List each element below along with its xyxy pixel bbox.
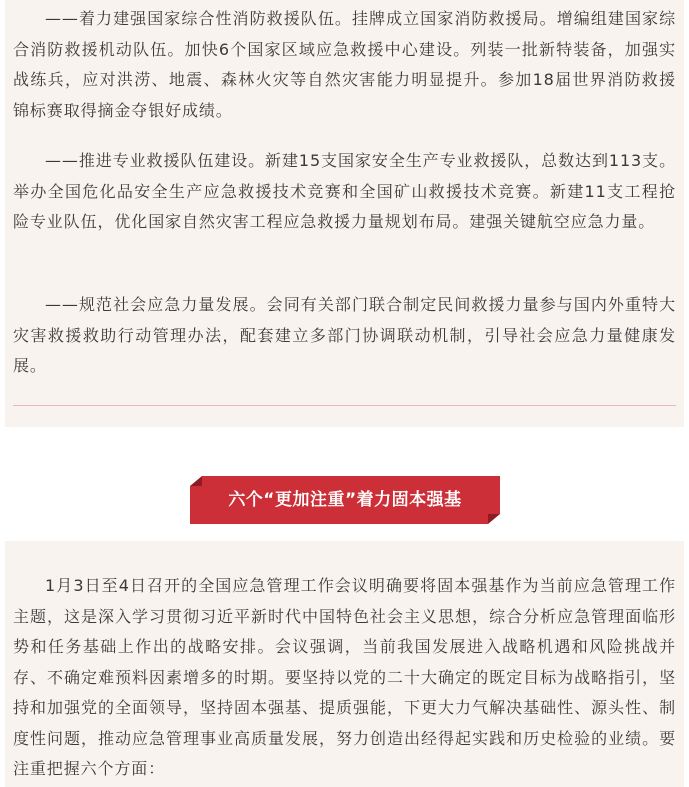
- section-banner: [0, 476, 689, 524]
- paragraph-social-emergency: ——规范社会应急力量发展。会同有关部门联合制定民间救援力量参与国内外重特大灾害救援救助行动管理办法，配套建立多部门协调联动机制，引导社会应急力量健康发展。: [13, 295, 676, 375]
- section-two-panel: [5, 541, 684, 787]
- paragraph-professional-rescue: ——推进专业救援队伍建设。新建15支国家安全生产专业救援队，总数达到113支。举办全国危化品安全生产应急救援技术竞赛和全国矿山救援技术竞赛。新建11支工程抢险专业队伍，优化国家自然灾害工程应急救援力量规划布局。建强关键航空应急力量。: [13, 151, 676, 231]
- paragraph-meeting-summary: 1月3日至4日召开的全国应急管理工作会议明确要将固本强基作为当前应急管理工作主题，这是深入学习贯彻习近平新时代中国特色社会主义思想，综合分析应急管理面临形势和任务基础上作出的战略安排。会议强调，当前我国发展进入战略机遇和风险挑战并存、不确定难预料因素增多的时期。要坚持以党的二十大确定的既定目标为战略指引，坚持和加强党的全面领导，坚持固本强基、提质强能，下更大力气解决基础性、源头性、制度性问题，推动应急管理事业高质量发展，努力创造出经得起实践和历史检验的业绩。要注重把握六个方面：: [13, 576, 676, 778]
- section-divider: [13, 405, 676, 406]
- paragraph-fire-rescue: ——着力建强国家综合性消防救援队伍。挂牌成立国家消防救援局。增编组建国家综合消防救援机动队伍。加快6个国家区域应急救援中心建设。列装一批新特装备，加强实战练兵，应对洪涝、地震、森林火灾等自然灾害能力明显提升。参加18届世界消防救援锦标赛取得摘金夺银好成绩。: [13, 9, 676, 120]
- section-one-panel: [5, 0, 684, 427]
- banner-ribbon: [190, 476, 500, 524]
- banner-title: 六个“更加注重”着力固本强基: [228, 490, 462, 510]
